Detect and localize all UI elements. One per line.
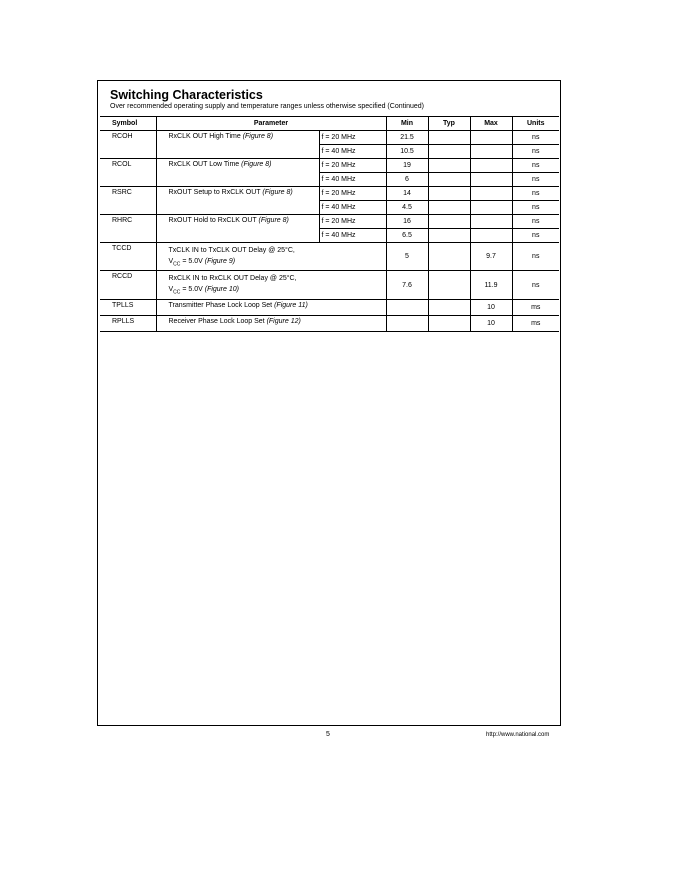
min-cell: 7.6 xyxy=(386,271,428,299)
parameter-cell: RxOUT Hold to RxCLK OUT (Figure 8) xyxy=(156,215,319,243)
parameter-cell: RxCLK IN to RxCLK OUT Delay @ 25°C, $V_{CC} = 5.0V$ (Figure 10) xyxy=(156,271,386,299)
figure-ref: (Figure 8) xyxy=(262,189,293,196)
max-cell xyxy=(470,159,512,173)
min-cell xyxy=(386,315,428,331)
table-row xyxy=(100,315,559,331)
footer-url[interactable]: http://www.national.com xyxy=(486,732,550,738)
condition-cell: f = 40 MHz xyxy=(319,173,386,187)
header-max: Max xyxy=(470,117,512,131)
typ-cell xyxy=(428,215,470,229)
units-cell: ns xyxy=(512,215,559,229)
table-row xyxy=(100,187,559,201)
condition-cell: f = 40 MHz xyxy=(319,229,386,243)
header-typ: Typ xyxy=(428,117,470,131)
section-subtitle: Over recommended operating supply and temperature ranges unless otherwise specified (Continued) xyxy=(110,103,425,110)
typ-cell xyxy=(428,271,470,299)
parameter-cell: Transmitter Phase Lock Loop Set (Figure 11) xyxy=(156,299,386,315)
max-cell xyxy=(470,215,512,229)
units-cell: ns xyxy=(512,229,559,243)
condition-cell: f = 40 MHz xyxy=(319,145,386,159)
typ-cell xyxy=(428,229,470,243)
header-symbol: Symbol xyxy=(100,117,156,131)
max-cell: 9.7 xyxy=(470,243,512,271)
units-cell: ns xyxy=(512,201,559,215)
typ-cell xyxy=(428,159,470,173)
min-cell: 10.5 xyxy=(386,145,428,159)
header-min: Min xyxy=(386,117,428,131)
units-cell: ns xyxy=(512,243,559,271)
figure-ref: (Figure 10) xyxy=(204,286,239,294)
table-row xyxy=(100,131,559,145)
table-row xyxy=(100,271,559,299)
condition-cell: f = 20 MHz xyxy=(319,159,386,173)
max-cell xyxy=(470,131,512,145)
typ-cell xyxy=(428,201,470,215)
units-cell: ns xyxy=(512,131,559,145)
section-title: Switching Characteristics xyxy=(110,88,263,102)
table-row xyxy=(100,299,559,315)
units-cell: ns xyxy=(512,271,559,299)
table-header-row xyxy=(100,117,559,131)
typ-cell xyxy=(428,299,470,315)
page-number: 5 xyxy=(326,731,330,738)
min-cell: 16 xyxy=(386,215,428,229)
symbol-cell: RCOL xyxy=(100,159,156,187)
condition-cell: f = 20 MHz xyxy=(319,215,386,229)
min-cell: 5 xyxy=(386,243,428,271)
min-cell: 6 xyxy=(386,173,428,187)
min-cell: 19 xyxy=(386,159,428,173)
units-cell: ms xyxy=(512,315,559,331)
typ-cell xyxy=(428,315,470,331)
max-cell xyxy=(470,229,512,243)
figure-ref: (Figure 12) xyxy=(266,317,301,325)
units-cell: ns xyxy=(512,173,559,187)
table-row xyxy=(100,215,559,229)
max-cell xyxy=(470,145,512,159)
max-cell: 11.9 xyxy=(470,271,512,299)
parameter-cell: RxCLK OUT High Time (Figure 8) xyxy=(156,131,319,159)
min-cell: 14 xyxy=(386,187,428,201)
symbol-cell: RCCD xyxy=(100,271,156,299)
symbol-cell: RPLLS xyxy=(100,315,156,331)
max-cell xyxy=(470,173,512,187)
parameter-cell: RxOUT Setup to RxCLK OUT (Figure 8) xyxy=(156,187,319,215)
parameter-cell: TxCLK IN to TxCLK OUT Delay @ 25°C, $V_{CC} = 5.0V$ (Figure 9) xyxy=(156,243,386,271)
max-cell xyxy=(470,201,512,215)
figure-ref: (Figure 8) xyxy=(258,217,289,224)
figure-ref: (Figure 8) xyxy=(242,133,274,140)
switching-characteristics-table xyxy=(100,116,559,332)
condition-cell: f = 20 MHz xyxy=(319,187,386,201)
parameter-cell: RxCLK OUT Low Time (Figure 8) xyxy=(156,159,319,187)
typ-cell xyxy=(428,187,470,201)
typ-cell xyxy=(428,131,470,145)
symbol-cell: TPLLS xyxy=(100,299,156,315)
typ-cell xyxy=(428,173,470,187)
typ-cell xyxy=(428,145,470,159)
min-cell: 6.5 xyxy=(386,229,428,243)
table-row xyxy=(100,159,559,173)
symbol-cell: RCOH xyxy=(100,131,156,159)
condition-cell: f = 40 MHz xyxy=(319,201,386,215)
units-cell: ns xyxy=(512,159,559,173)
symbol-cell: RHRC xyxy=(100,215,156,243)
table-row xyxy=(100,243,559,271)
min-cell: 4.5 xyxy=(386,201,428,215)
units-cell: ms xyxy=(512,299,559,315)
content-frame xyxy=(97,80,561,726)
header-units: Units xyxy=(512,117,559,131)
max-cell: 10 xyxy=(470,315,512,331)
max-cell xyxy=(470,187,512,201)
parameter-cell: Receiver Phase Lock Loop Set (Figure 12) xyxy=(156,315,386,331)
symbol-cell: TCCD xyxy=(100,243,156,271)
min-cell: 21.5 xyxy=(386,131,428,145)
symbol-cell: RSRC xyxy=(100,187,156,215)
units-cell: ns xyxy=(512,187,559,201)
typ-cell xyxy=(428,243,470,271)
units-cell: ns xyxy=(512,145,559,159)
min-cell xyxy=(386,299,428,315)
header-parameter: Parameter xyxy=(156,117,386,131)
figure-ref: (Figure 8) xyxy=(241,161,272,168)
figure-ref: (Figure 11) xyxy=(274,301,308,309)
condition-cell: f = 20 MHz xyxy=(319,131,386,145)
max-cell: 10 xyxy=(470,299,512,315)
figure-ref: (Figure 9) xyxy=(204,258,236,265)
